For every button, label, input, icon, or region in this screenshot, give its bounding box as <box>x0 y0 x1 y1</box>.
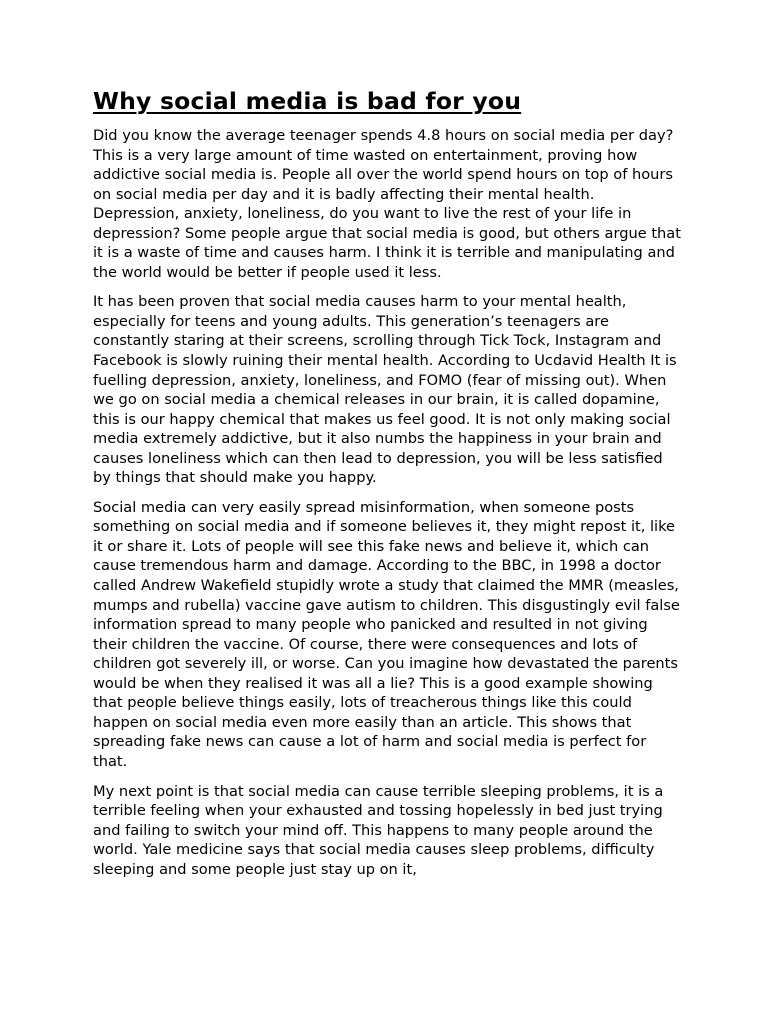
document-title: Why social media is bad for you <box>93 87 522 115</box>
paragraph-intro: Did you know the average teenager spends 4.8 hours on social media per day? This is a very large amount of time wasted on entertainment, proving how addictive social media is. People all over the world spend hours on top of hours on social media per day and it is badly affecting their mental health. Depression, anxiety, loneliness, do you want to live the rest of your life in depression? Some people argue that social media is good, but others argue that it is a waste of time and causes harm. I think it is terrible and manipulating and the world would be better if people used it less. <box>93 127 681 281</box>
paragraph-misinformation: Social media can very easily spread misinformation, when someone posts something on social media and if someone believes it, they might repost it, like it or share it. Lots of people will see this fake news and believe it, which can cause tremendous harm and damage. According to the BBC, in 1998 a doctor called Andrew Wakefield stupidly wrote a study that claimed the MMR (measles, mumps and rubella) vaccine gave autism to children. This disgustingly evil false information spread to many people who panicked and resulted in not giving their children the vaccine. Of course, there were consequences and lots of children got severely ill, or worse. Can you imagine how devastated the parents would be when they realised it was all a lie? This is a good example showing that people believe things easily, lots of treacherous things like this could happen on social media even more easily than an article. This shows that spreading fake news can cause a lot of harm and social media is perfect for that. <box>93 498 680 770</box>
document-page <box>93 86 683 889</box>
paragraph-sleep-problems: My next point is that social media can cause terrible sleeping problems, it is a terrible feeling when your exhausted and tossing hopelessly in bed just trying and failing to switch your mind off. This happens to many people around the world. Yale medicine says that social media causes sleep problems, difficulty sleeping and some people just stay up on it, <box>93 782 664 878</box>
paragraph-mental-health: It has been proven that social media causes harm to your mental health, especially for teens and young adults. This generation’s teenagers are constantly staring at their screens, scrolling through Tick Tock, Instagram and Facebook is slowly ruining their mental health. According to Ucdavid Health It is fuelling depression, anxiety, loneliness, and FOMO (fear of missing out). When we go on social media a chemical releases in our brain, it is called dopamine, this is our happy chemical that makes us feel good. It is not only making social media extremely addictive, but it also numbs the happiness in your brain and causes loneliness which can then lead to depression, you will be less satisfied by things that should make you happy. <box>93 293 677 487</box>
